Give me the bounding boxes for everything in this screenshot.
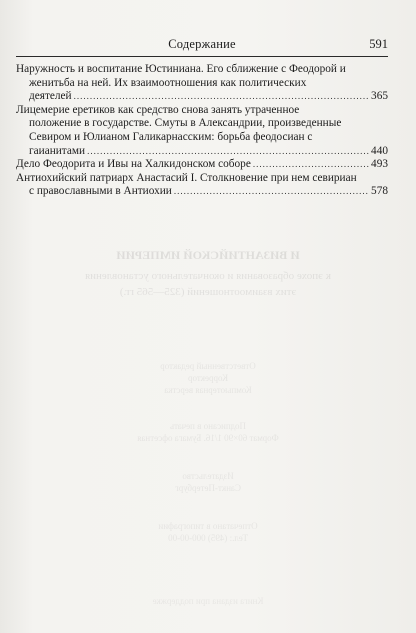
page-number: 591 — [369, 37, 388, 51]
toc-entry[interactable] — [16, 172, 388, 199]
running-header — [16, 36, 388, 57]
show-through-text: И ВИЗАНТИЙСКОЙ ИМПЕРИИ — [116, 248, 300, 262]
toc-entry[interactable] — [16, 63, 388, 104]
dot-leader — [87, 145, 369, 159]
show-through-text: Подписано в печать Формат 60×90 1/16. Бумага офсетная — [137, 421, 279, 443]
show-through-text: к эпохе образования и окончательного установления — [85, 270, 331, 282]
toc-entry-text-line: Дело Феодорита и Ивы на Халкидонском соборе — [16, 158, 251, 171]
toc-entry-text-line: положение в государстве. Смуты в Александрии, произведенные — [29, 117, 342, 130]
toc-page-number: 493 — [371, 158, 388, 171]
show-through-text: Книга издана при поддержке — [152, 596, 264, 606]
show-through-text: Издательство Санкт-Петербург — [175, 471, 241, 493]
toc-entry-text-line: Севиром и Юлианом Галикарнасским: борьба феодосиан с — [29, 130, 313, 143]
toc-entry-text-line: гаианитами — [29, 144, 86, 157]
show-through-text: Ответственный редактор Корректор Компьютерная верстка — [160, 361, 256, 395]
dot-leader — [174, 185, 369, 199]
show-through-text: Отпечатано в типографии Тел.: (495) 000-00-00 — [158, 521, 258, 543]
toc-entry-last-line — [16, 158, 388, 172]
toc-entry-text-line: Наружность и воспитание Юстиниана. Его сближение с Феодорой и — [16, 63, 346, 75]
toc-entry-text-line: Антиохийский патриарх Анастасий I. Столкновение при нем севириан — [16, 171, 357, 184]
table-of-contents — [16, 63, 388, 199]
running-header-title: Содержание — [168, 37, 236, 51]
dot-leader — [74, 90, 369, 104]
toc-page-number: 440 — [371, 144, 388, 157]
toc-entry[interactable] — [16, 104, 388, 158]
toc-page-number: 578 — [371, 185, 388, 198]
toc-entry-last-line — [16, 185, 388, 199]
toc-entry-last-line — [16, 90, 388, 104]
dot-leader — [253, 158, 369, 172]
toc-page-number: 365 — [371, 90, 388, 103]
toc-entry-text-line: женитьба на ней. Их взаимоотношения как политических — [29, 76, 307, 89]
toc-entry-text-line: деятелей — [29, 90, 72, 103]
toc-entry-last-line — [16, 145, 388, 159]
toc-entry-text-line: с православными в Антиохии — [29, 185, 172, 198]
toc-entry[interactable] — [16, 158, 388, 172]
toc-entry-text-line: Лицемерие еретиков как средство снова занять утраченное — [16, 103, 300, 116]
show-through-text: этих взаимоотношений (325—565 гг.) — [119, 286, 297, 298]
